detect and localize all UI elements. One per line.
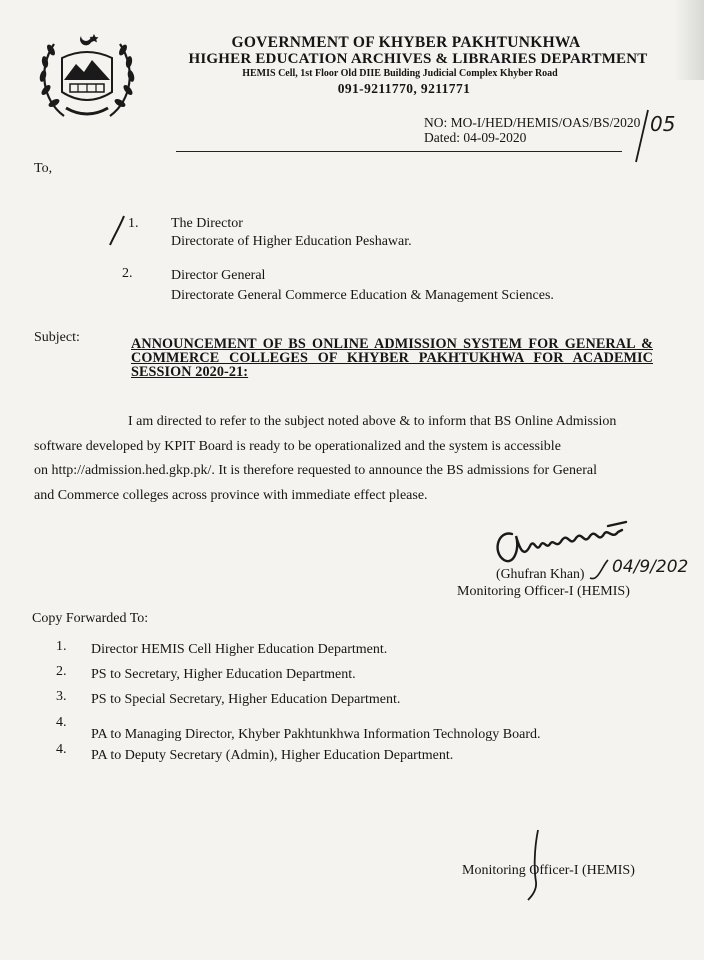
body-line: I am directed to refer to the subject noted above & to inform that BS Online Admission [128, 414, 617, 429]
cc-item-1-number: 1. [56, 639, 67, 654]
signatory-name: (Ghufran Khan) [496, 566, 585, 581]
cc-item-3-number: 3. [56, 689, 67, 704]
letterhead-department: HIGHER EDUCATION ARCHIVES & LIBRARIES DEPARTMENT [188, 51, 648, 67]
letterhead-phone: 091-9211770, 9211771 [337, 81, 471, 96]
cc-item-5-text: PA to Deputy Secretary (Admin), Higher Education Department. [91, 748, 454, 763]
copy-forwarded-label: Copy Forwarded To: [32, 611, 149, 626]
cc-item-3-text: PS to Special Secretary, Higher Education Department. [91, 692, 401, 707]
footer-officer-title: Monitoring Officer-I (HEMIS) [462, 863, 635, 878]
to-label: To, [34, 161, 53, 176]
recipient-1-line1: The Director [171, 216, 243, 231]
cc-item-1-text: Director HEMIS Cell Higher Education Department. [91, 642, 388, 657]
recipient-2-line1: Director General [171, 268, 266, 283]
subject-text: ANNOUNCEMENT OF BS ONLINE ADMISSION SYSTEM FOR GENERAL & COMMERCE COLLEGES OF KHYBER PAKHTUKHWA FOR ACADEMIC SESSION 2020-21: [131, 336, 653, 380]
recipient-1-number: 1. [128, 216, 139, 231]
recipient-2-number: 2. [122, 266, 133, 281]
body-line: and Commerce colleges across province with immediate effect please. [34, 487, 428, 503]
reference-number: NO: MO-I/HED/HEMIS/OAS/BS/2020 [424, 115, 641, 130]
cc-item-2-text: PS to Secretary, Higher Education Department. [91, 667, 356, 682]
cc-item-2-number: 2. [56, 664, 67, 679]
reference-date: Dated: 04-09-2020 [424, 130, 527, 145]
handwritten-date: 04/9/202 [612, 557, 689, 577]
body-line: software developed by KPIT Board is ready to be operationalized and the system is accessible [34, 438, 561, 454]
header-divider [176, 151, 622, 152]
cc-item-4-number: 4. [56, 715, 67, 730]
letterhead-government: GOVERNMENT OF KHYBER PAKHTUNKHWA [231, 34, 581, 51]
cc-item-4-text: PA to Managing Director, Khyber Pakhtunkhwa Information Technology Board. [91, 727, 541, 742]
subject-label: Subject: [34, 330, 80, 345]
signatory-title: Monitoring Officer-I (HEMIS) [457, 584, 630, 599]
recipient-2-line2: Directorate General Commerce Education & Management Sciences. [171, 288, 554, 303]
letterhead-address: HEMIS Cell, 1st Floor Old DIIE Building Judicial Complex Khyber Road [242, 68, 558, 79]
handwritten-dispatch-number: 05 [650, 112, 676, 136]
body-paragraph [34, 410, 652, 508]
page-edge-shadow [674, 0, 704, 80]
cc-item-5-number: 4. [56, 742, 67, 757]
body-line: on http://admission.hed.gkp.pk/. It is therefore requested to announce the BS admissions for General [34, 463, 597, 478]
khyber-pakhtunkhwa-emblem-icon [34, 28, 140, 126]
recipient-1-line2: Directorate of Higher Education Peshawar. [171, 234, 412, 249]
